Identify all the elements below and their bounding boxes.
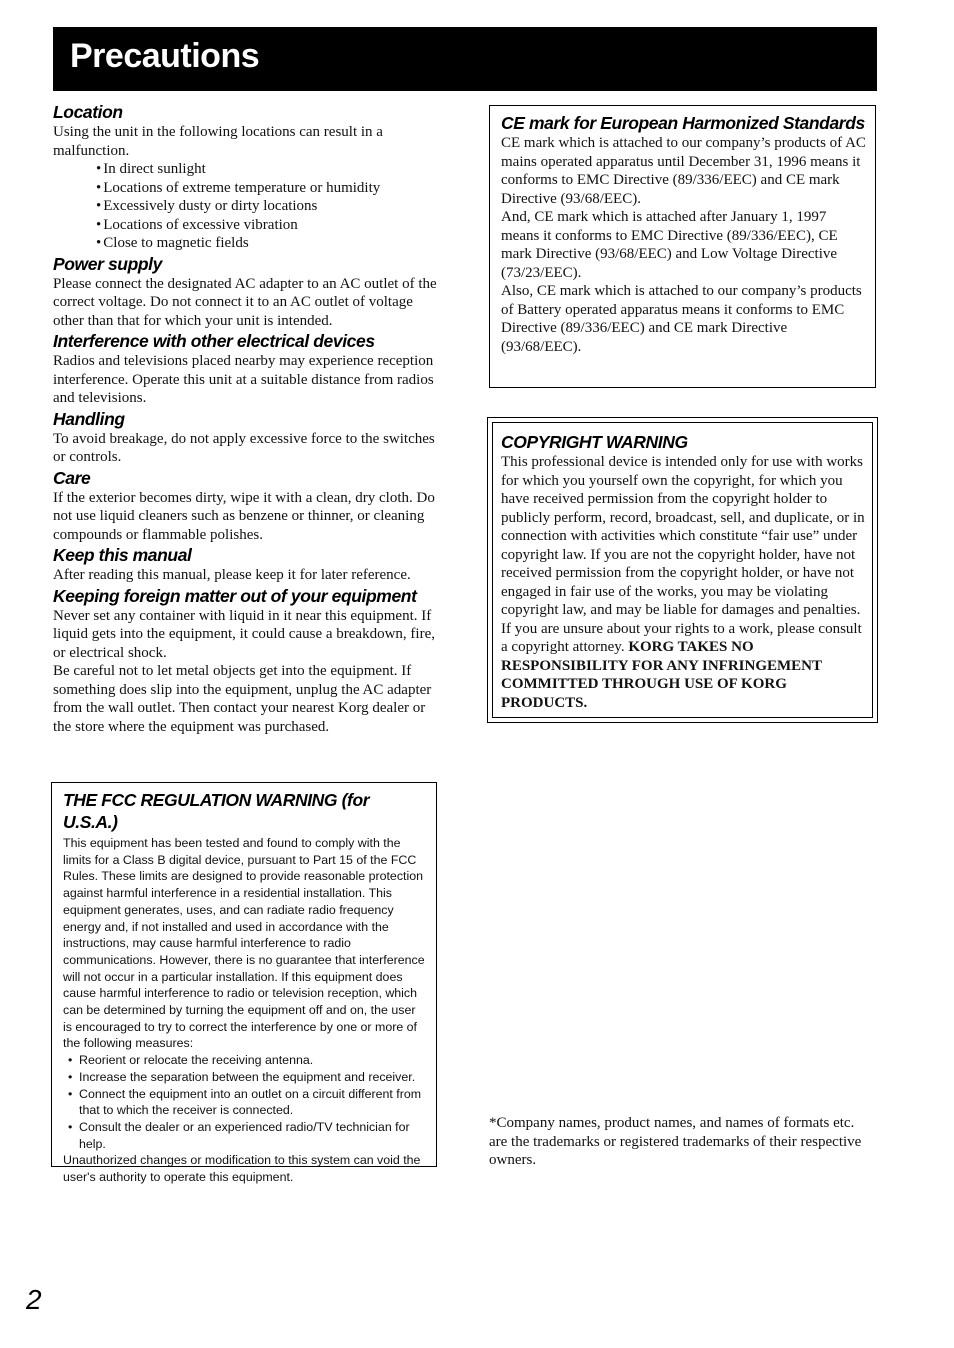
handling-text: To avoid breakage, do not apply excessive force to the switches or controls. (53, 430, 435, 465)
section-care (53, 467, 441, 545)
section-interference (53, 330, 441, 408)
power-supply-text: Please connect the designated AC adapter to an AC outlet of the correct voltage. Do not connect it to an AC outlet of voltage other than that for which your unit is intended. (53, 275, 437, 329)
fcc-text: This equipment has been tested and found to comply with the limits for a Class B digital device, pursuant to Part 15 of the FCC Rules. These limits are designed to provide reasonable protection against harmful interference in a residential installation. This equipment generates, uses, and can radiate radio frequency energy and, if not installed and used in accordance with the instructions, may cause harmful interference to radio communications. However, there is no guarantee that interference will not occur in a particular installation. If this equipment does cause harmful interference to radio or television reception, which can be determined by turning the equipment off and on, the user is encouraged to try to correct the interference by one or more of the following measures: (63, 836, 425, 1051)
care-heading: Care (53, 467, 91, 488)
trademark-note: *Company names, product names, and names of formats etc. are the trademarks or registered trademarks of their respective owners. (489, 1115, 862, 1168)
interference-heading: Interference with other electrical devices (53, 331, 375, 351)
fcc-warning-box (51, 782, 437, 1185)
section-power-supply (53, 253, 441, 331)
list-item: • Consult the dealer or an experienced radio/TV technician for help. (68, 1119, 426, 1152)
power-supply-heading: Power supply (53, 253, 162, 274)
fcc-heading: THE FCC REGULATION WARNING (for U.S.A.) (63, 790, 370, 832)
foreign-matter-heading: Keeping foreign matter out of your equipment (53, 585, 417, 606)
copyright-inner-frame (492, 422, 873, 718)
list-item: • Increase the separation between the equipment and receiver. (68, 1069, 426, 1086)
copyright-warning-box (487, 417, 878, 723)
section-keep-manual (53, 544, 441, 585)
left-column (53, 101, 441, 736)
section-handling (53, 408, 441, 467)
section-foreign-matter (53, 585, 441, 737)
keep-manual-heading: Keep this manual (53, 545, 192, 565)
list-item: • In direct sunlight (96, 160, 441, 179)
location-intro: Using the unit in the following locations can result in a malfunction. (53, 124, 383, 159)
care-text: If the exterior becomes dirty, wipe it with a clean, dry cloth. Do not use liquid cleaners such as benzene or thinner, or cleaning compounds or flammable polishes. (53, 489, 435, 543)
ce-mark-paragraph-2: And, CE mark which is attached after January 1, 1997 means it conforms to EMC Directive (89/336/EEC), CE mark Directive (93/68/EEC) and Low Voltage Directive (73/23/EEC). (501, 209, 838, 281)
page-number: 2 (26, 1284, 42, 1315)
ce-mark-heading: CE mark for European Harmonized Standards (501, 113, 865, 133)
location-heading: Location (53, 102, 123, 122)
list-item: • Close to magnetic fields (96, 234, 441, 253)
copyright-heading: COPYRIGHT WARNING (501, 432, 688, 452)
foreign-matter-text-2: Be careful not to let metal objects get into the equipment. If something does slip into the equipment, unplug the AC adapter from the wall outlet. Then contact your nearest Korg dealer or the store where the equipment was purchased. (53, 663, 432, 735)
keep-manual-text: After reading this manual, please keep it for later reference. (53, 567, 411, 583)
interference-text: Radios and televisions placed nearby may experience reception interference. Operate this unit at a suitable distance from radios and televisions. (53, 353, 434, 406)
copyright-text (501, 453, 869, 712)
copyright-body: This professional device is intended only for use with works for which you yourself own the copyright, for which you have received permission from the copyright holder to publicly perform, record, broadcast, sell, and duplicate, or in connection with activities which constitute “fair use” under copyright law. If you are not the copyright holder, have not received permission from the copyright holder, or have not engaged in fair use of the works, you may be violating copyright law, and may be liable for damages and penalties. If you are unsure about your rights to a work, please consult a copyright attorney. (501, 454, 865, 655)
copyright-disclaimer: KORG TAKES NO RESPONSIBILITY FOR ANY INFRINGEMENT COMMITTED THROUGH USE OF KORG PRODUCTS. (501, 639, 822, 711)
fcc-closing: Unauthorized changes or modification to this system can void the user's authority to operate this equipment. (63, 1153, 421, 1185)
section-location (53, 101, 441, 253)
list-item: • Locations of extreme temperature or humidity (96, 179, 441, 198)
fcc-measures-list (63, 1052, 426, 1152)
ce-mark-paragraph-3: Also, CE mark which is attached to our company’s products of Battery operated apparatus means it conforms to EMC Directive (89/336/EEC) and CE mark Directive (93/68/EEC). (501, 283, 862, 355)
foreign-matter-text-1: Never set any container with liquid in it near this equipment. If liquid gets into the equipment, it could cause a breakdown, fire, or electrical shock. (53, 607, 435, 661)
location-list (53, 160, 441, 253)
page-title: Precautions (70, 37, 260, 75)
handling-heading: Handling (53, 408, 125, 429)
ce-mark-paragraph-1: CE mark which is attached to our company’s products of AC mains operated apparatus until December 31, 1996 means it conforms to EMC Directive (89/336/EEC) and CE mark Directive (93/68/EEC). (501, 135, 866, 207)
list-item: • Connect the equipment into an outlet on a circuit different from that to which the receiver is connected. (68, 1086, 426, 1119)
list-item: • Reorient or relocate the receiving antenna. (68, 1052, 426, 1069)
title-banner (53, 27, 877, 91)
ce-mark-box (489, 105, 876, 388)
list-item: • Excessively dusty or dirty locations (96, 197, 441, 216)
list-item: • Locations of excessive vibration (96, 216, 441, 235)
